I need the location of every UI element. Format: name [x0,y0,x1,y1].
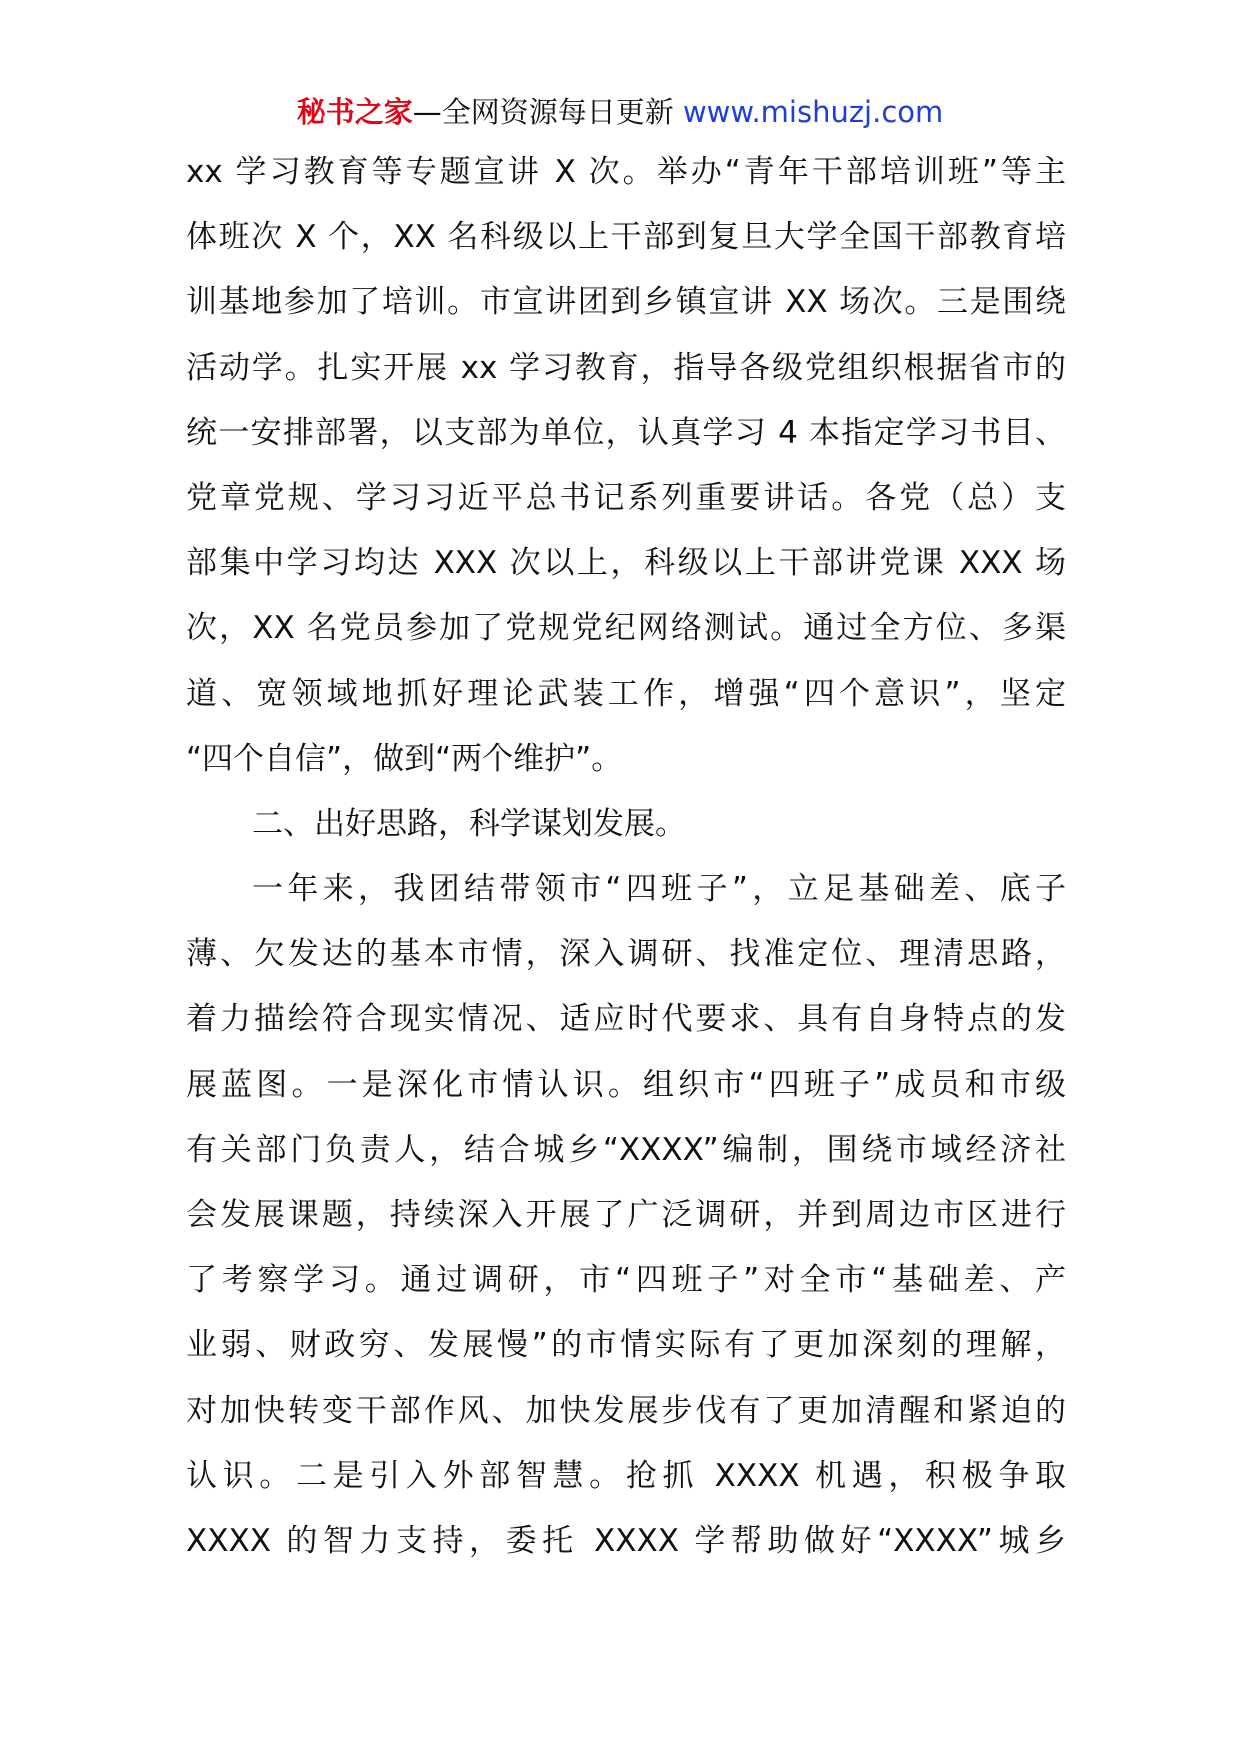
text-line: “四个自信”，做到“两个维护”。 [186,740,623,777]
text-line: 训基地参加了培训。市宣讲团到乡镇宣讲 XX 场次。三是围绕 [186,284,1066,321]
text-line: 会发展课题，持续深入开展了广泛调研，并到周边市区进行 [186,1197,1066,1233]
text-line: 薄、欠发达的基本市情，深入调研、找准定位、理清思路， [186,936,1066,973]
site-tagline: —全网资源每日更新 [412,95,683,129]
text-line: 次，XX 名党员参加了党规党纪网络测试。通过全方位、多渠 [186,610,1066,647]
text-line: 着力描绘符合现实情况、适应时代要求、具有自身特点的发 [186,1001,1066,1038]
text-line: 活动学。扎实开展 xx 学习教育，指导各级党组织根据省市的 [186,349,1066,386]
text-line: 展蓝图。一是深化市情认识。组织市“四班子”成员和市级 [186,1066,1066,1103]
site-url-link[interactable]: www.mishuzj.com [682,95,944,129]
text-line: 认识。二是引入外部智慧。抢抓 XXXX 机遇，积极争取 [186,1457,1066,1494]
paragraph-planning-development [186,857,1066,1574]
text-line: 一年来，我团结带领市“四班子”，立足基础差、底子 [252,871,1066,908]
text-line: 道、宽领域地抓好理论武装工作，增强“四个意识”，坚定 [186,675,1066,712]
paragraph-theory-study [186,140,1066,792]
text-line: 对加快转变干部作风、加快发展步伐有了更加清醒和紧迫的 [186,1392,1066,1429]
text-line: 业弱、财政穷、发展慢”的市情实际有了更加深刻的理解， [186,1327,1066,1364]
text-line: 了考察学习。通过调研，市“四班子”对全市“基础差、产 [186,1262,1066,1299]
text-line: 体班次 X 个，XX 名科级以上干部到复旦大学全国干部教育培 [186,219,1066,256]
text-line: xx 学习教育等专题宣讲 X 次。举办“青年干部培训班”等主 [186,154,1066,190]
document-body [186,140,1066,1574]
text-line: 党章党规、学习习近平总书记系列重要讲话。各党（总）支 [186,479,1066,516]
section-heading: 二、出好思路，科学谋划发展。 [252,805,686,842]
text-line: XXXX 的智力支持，委托 XXXX 学帮助做好“XXXX”城乡 [186,1522,1066,1559]
site-brand: 秘书之家 [296,95,413,129]
site-banner [0,90,1240,134]
text-line: 统一安排部署，以支部为单位，认真学习 4 本指定学习书目、 [186,414,1066,451]
text-line: 有关部门负责人，结合城乡“XXXX”编制，围绕市域经济社 [186,1131,1066,1168]
text-line: 部集中学习均达 XXX 次以上，科级以上干部讲党课 XXX 场 [186,545,1066,582]
